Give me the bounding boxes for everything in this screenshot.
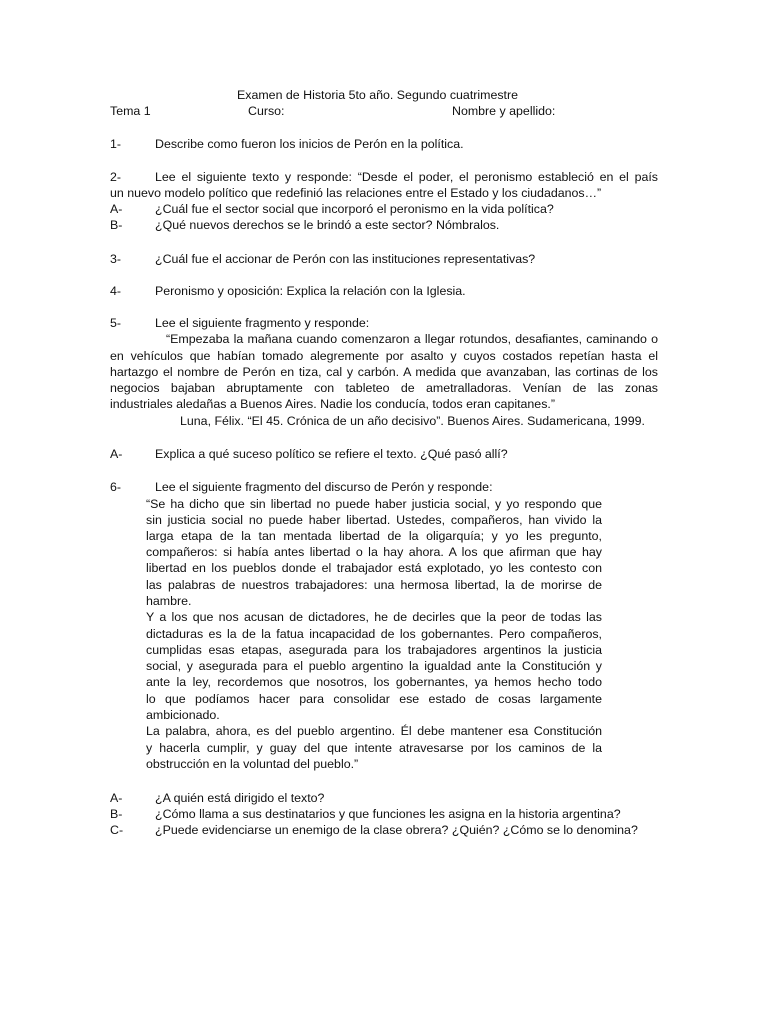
q2-a-text: ¿Cuál fue el sector social que incorporó el peronismo en la vida política? xyxy=(155,202,554,216)
q5-intro: Lee el siguiente fragmento y responde: xyxy=(155,316,370,330)
q6-quote-line: dictaduras es la de la fatua incapacidad de los gobernantes. Pero compañeros, xyxy=(146,627,602,641)
q5-quote-line: negocios bajaban abruptamente con tableteo de ametralladoras. Venían de las zonas xyxy=(110,381,658,395)
q2-number: 2- xyxy=(110,170,122,184)
q6-c-number: C- xyxy=(110,823,124,837)
q6-quote-line: lo que podíamos hacer para consolidar ese estado de cosas largamente xyxy=(146,692,602,706)
q6-quote-line: cumplidas esas etapas, asegurada para los trabajadores argentinos la justicia xyxy=(146,643,602,657)
tema-label: Tema 1 xyxy=(110,104,151,118)
q6-quote-line: sin justicia social no puede haber libertad. Ustedes, compañeros, han vivido la xyxy=(146,513,602,527)
q6-a-number: A- xyxy=(110,791,123,805)
nombre-label: Nombre y apellido: xyxy=(452,104,556,118)
q4-text: Peronismo y oposición: Explica la relación con la Iglesia. xyxy=(155,284,466,298)
q6-quote-line: “Se ha dicho que sin libertad no puede haber justicia social, y yo respondo que xyxy=(146,497,602,511)
q5-a-number: A- xyxy=(110,447,123,461)
q6-quote-line: hambre. xyxy=(146,594,192,608)
q3-text: ¿Cuál fue el accionar de Perón con las instituciones representativas? xyxy=(155,252,536,266)
q1-text: Describe como fueron los inicios de Perón en la política. xyxy=(155,137,464,151)
q5-citation: Luna, Félix. “El 45. Crónica de un año decisivo”. Buenos Aires. Sudamericana, 1999. xyxy=(180,414,645,428)
q6-c-text: ¿Puede evidenciarse un enemigo de la clase obrera? ¿Quién? ¿Cómo se lo denomina? xyxy=(155,823,638,837)
q6-quote-line: La palabra, ahora, es del pueblo argentino. Él debe mantener esa Constitución xyxy=(146,724,602,738)
q5-quote-line: industriales aledañas a Buenos Aires. Nadie los conducía, todos eran capitanes.” xyxy=(110,397,555,411)
q6-quote-line: libertad en los pueblos donde el trabajador está explotado, yo les contesto con xyxy=(146,561,602,575)
q2-line-1: Lee el siguiente texto y responde: “Desde el poder, el peronismo estableció en el país xyxy=(155,170,658,184)
q6-quote-line: ante la ley, recordemos que nosotros, los gobernantes, ya hemos hecho todo xyxy=(146,675,602,689)
q6-quote-line: y hacerla cumplir, y guay del que intente atravesarse por los caminos de la xyxy=(146,741,602,755)
q2-line-2: un nuevo modelo político que redefinió las relaciones entre el Estado y los ciudadanos…” xyxy=(110,186,602,200)
q6-quote-line: larga etapa de la tan mentada libertad de la oligarquía; y yo les pregunto, xyxy=(146,529,602,543)
q6-b-text: ¿Cómo llama a sus destinatarios y que funciones les asigna en la historia argentina? xyxy=(155,807,621,821)
q6-quote-line: social, y asegurada para el pueblo argentino la igualdad ante la Constitución y xyxy=(146,659,602,673)
q5-a-text: Explica a qué suceso político se refiere el texto. ¿Qué pasó allí? xyxy=(155,447,508,461)
q6-quote-line: las palabras de nuestros trabajadores: una hermosa libertad, la de morirse de xyxy=(146,578,602,592)
q2-b-number: B- xyxy=(110,218,123,232)
q5-quote-line: en vehículos que habían tomado alegremente por asalto y cuyos costados repetían hasta el xyxy=(110,349,658,363)
q6-quote-line: compañeros: si había antes libertad o la hay ahora. A los que afirman que hay xyxy=(146,545,602,559)
curso-label: Curso: xyxy=(248,104,285,118)
exam-title: Examen de Historia 5to año. Segundo cuatrimestre xyxy=(237,88,519,102)
q6-quote-line: Y a los que nos acusan de dictadores, he de decirles que la peor de todas las xyxy=(146,610,602,624)
q6-b-number: B- xyxy=(110,807,123,821)
q1-number: 1- xyxy=(110,137,122,151)
q6-quote-line: obstrucción en la voluntad del pueblo.” xyxy=(146,757,359,771)
q2-a-number: A- xyxy=(110,202,123,216)
q6-intro: Lee el siguiente fragmento del discurso de Perón y responde: xyxy=(155,480,493,494)
q3-number: 3- xyxy=(110,252,122,266)
q6-a-text: ¿A quién está dirigido el texto? xyxy=(155,791,325,805)
q5-number: 5- xyxy=(110,316,122,330)
q6-number: 6- xyxy=(110,480,122,494)
q4-number: 4- xyxy=(110,284,122,298)
q6-quote-line: ambicionado. xyxy=(146,708,220,722)
q5-quote-line: hartazgo el nombre de Perón en tiza, cal y carbón. A medida que avanzaban, las cortinas de los xyxy=(110,365,658,379)
q2-b-text: ¿Qué nuevos derechos se le brindó a este sector? Nómbralos. xyxy=(155,218,500,232)
q5-quote-line: “Empezaba la mañana cuando comenzaron a llegar rotundos, desafiantes, caminando o xyxy=(166,332,658,346)
